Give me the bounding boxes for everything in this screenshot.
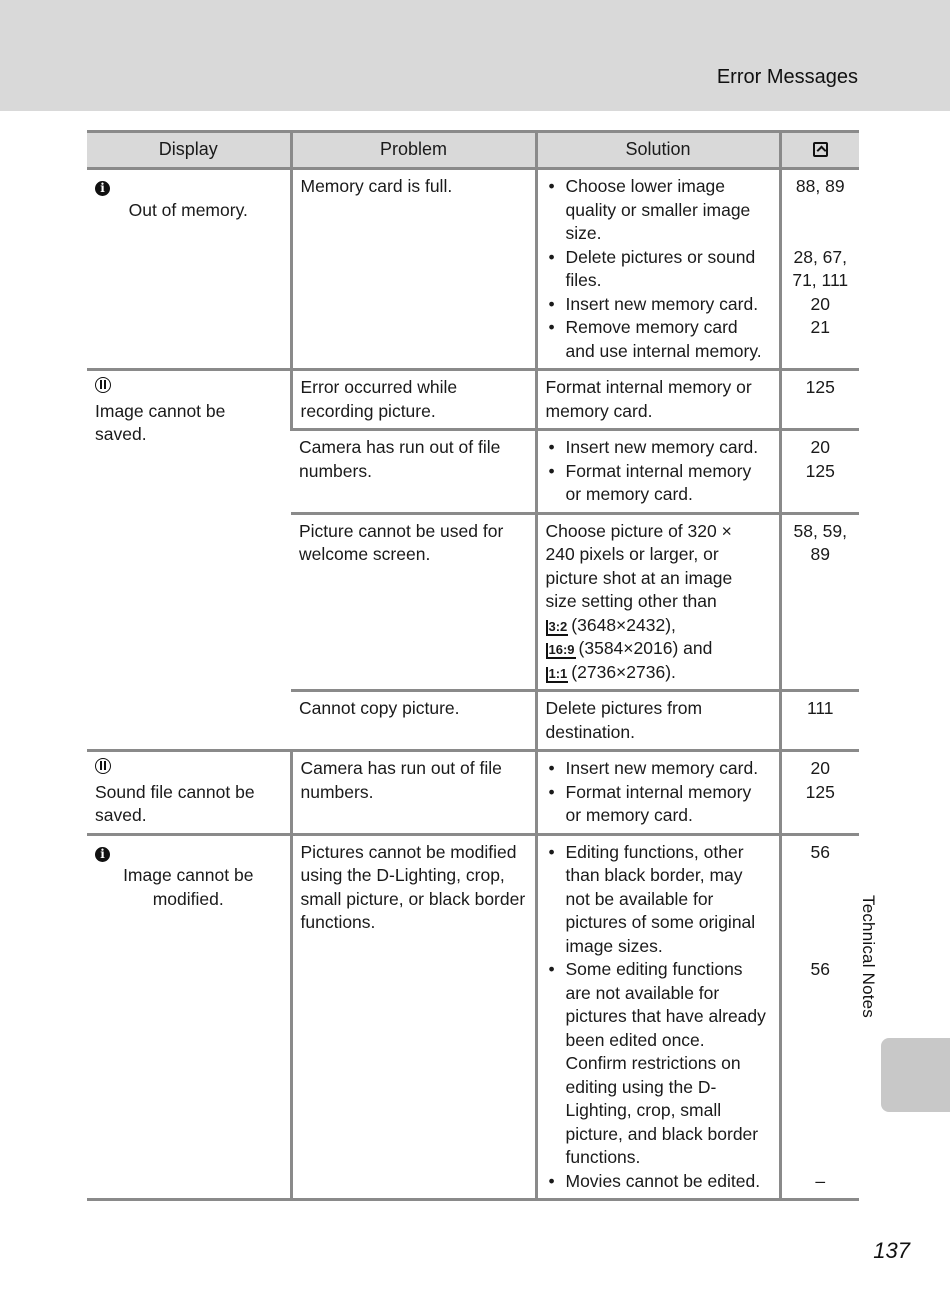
solution-item: • Delete pictures or sound files. (566, 246, 771, 293)
problem-cell: Pictures cannot be modified using the D-Lighting, crop, small picture, or black border functions. (291, 834, 536, 1200)
header-band (0, 0, 950, 111)
page-header-title: Error Messages (716, 66, 858, 88)
problem-cell: Memory card is full. (291, 169, 536, 370)
solution-item: • Insert new memory card. (566, 757, 771, 781)
solution-item: • Editing functions, other than black border, may not be available for pictures of some original image sizes. (566, 841, 771, 959)
header-problem: Problem (291, 132, 536, 169)
header-solution: Solution (536, 132, 780, 169)
memory-card-icon (95, 758, 111, 774)
solution-item: • Movies cannot be edited. (566, 1170, 771, 1194)
solution-cell: Delete pictures from destination. (536, 691, 780, 751)
problem-cell: Camera has run out of file numbers. (291, 430, 536, 514)
solution-text: (3584×2016) and (578, 638, 713, 658)
problem-cell: Camera has run out of file numbers. (291, 751, 536, 835)
page-ref: 20 (810, 437, 830, 457)
display-cell (87, 834, 291, 1200)
table-row (87, 370, 859, 430)
solution-item: • Choose lower image quality or smaller image size. (566, 175, 771, 246)
table-row (87, 751, 859, 835)
display-cell (87, 370, 291, 751)
info-icon: i (95, 847, 110, 862)
page-ref: 56 (810, 959, 830, 979)
solution-line: size setting other than (545, 591, 717, 611)
solution-cell (536, 751, 780, 835)
solution-cell (536, 834, 780, 1200)
header-display: Display (87, 132, 291, 169)
info-icon: i (95, 181, 110, 196)
solution-item: • Insert new memory card. (566, 293, 771, 317)
problem-cell: Error occurred while recording picture. (291, 370, 536, 430)
page-ref: 88, 89 (795, 176, 845, 196)
display-text: Sound file cannot be saved. (95, 781, 255, 825)
solution-text: (2736×2736). (571, 661, 676, 682)
solution-cell (536, 169, 780, 370)
page-number: 137 (873, 1238, 910, 1263)
page-ref: 125 (805, 460, 835, 481)
page-ref: 56 (810, 841, 830, 862)
page-ref: 20 (810, 758, 830, 778)
solution-line: 240 pixels or larger, or (545, 544, 719, 564)
solution-text: (3648×2432), (571, 614, 676, 635)
page-ref: 58, 59, (793, 520, 848, 541)
table-row (87, 834, 859, 1200)
reference-cell (780, 430, 859, 514)
page-ref: 20 (810, 293, 830, 314)
problem-cell: Cannot copy picture. (291, 691, 536, 751)
page-ref: 28, 67, (793, 246, 848, 267)
reference-cell (780, 169, 859, 370)
page-ref: 21 (810, 317, 830, 337)
display-text: Image cannot be saved. (95, 400, 226, 444)
error-messages-table (87, 130, 859, 1201)
reference-cell (780, 513, 859, 691)
reference-cell: 125 (780, 370, 859, 430)
side-tab-marker (881, 1038, 950, 1112)
solution-cell: Format internal memory or memory card. (536, 370, 780, 430)
solution-item: • Format internal memory or memory card. (566, 460, 771, 507)
solution-line: Choose picture of 320 × (545, 520, 732, 541)
solution-item: • Format internal memory or memory card. (566, 781, 771, 828)
solution-line: picture shot at an image (545, 567, 733, 588)
reference-cell: 111 (780, 691, 859, 751)
page-reference-icon (813, 142, 828, 157)
reference-cell (780, 751, 859, 835)
memory-card-icon (95, 377, 111, 393)
page-ref: 89 (810, 544, 830, 564)
display-text: Out of memory. (128, 199, 248, 220)
side-tab-label: Technical Notes (859, 895, 878, 1019)
image-size-3-2-icon: 3:2 (546, 620, 569, 636)
page-ref: 71, 111 (792, 270, 849, 290)
display-text: Image cannot be modified. (123, 865, 254, 909)
solution-item: • Some editing functions are not available for pictures that have already been edited once. Confirm restrictions on editing using the D-Lighting, crop, small picture, and black border functions. (566, 958, 771, 1170)
display-cell (87, 169, 291, 370)
solution-item: • Remove memory card and use internal memory. (566, 316, 771, 363)
page-ref: 125 (805, 781, 835, 802)
problem-cell: Picture cannot be used for welcome screen. (291, 513, 536, 691)
solution-line-with-size-icon (546, 661, 771, 685)
display-cell (87, 751, 291, 835)
solution-line-with-size-icon (546, 614, 771, 638)
page-ref: – (815, 1170, 826, 1191)
header-reference (780, 132, 859, 169)
solution-item: • Insert new memory card. (566, 436, 771, 460)
image-size-16-9-icon: 16:9 (546, 643, 576, 659)
solution-cell (536, 513, 780, 691)
solution-line-with-size-icon (546, 637, 771, 661)
image-size-1-1-icon: 1:1 (546, 667, 569, 683)
reference-cell (780, 834, 859, 1200)
table-header-row (87, 132, 859, 169)
table-row (87, 169, 859, 370)
solution-cell (536, 430, 780, 514)
